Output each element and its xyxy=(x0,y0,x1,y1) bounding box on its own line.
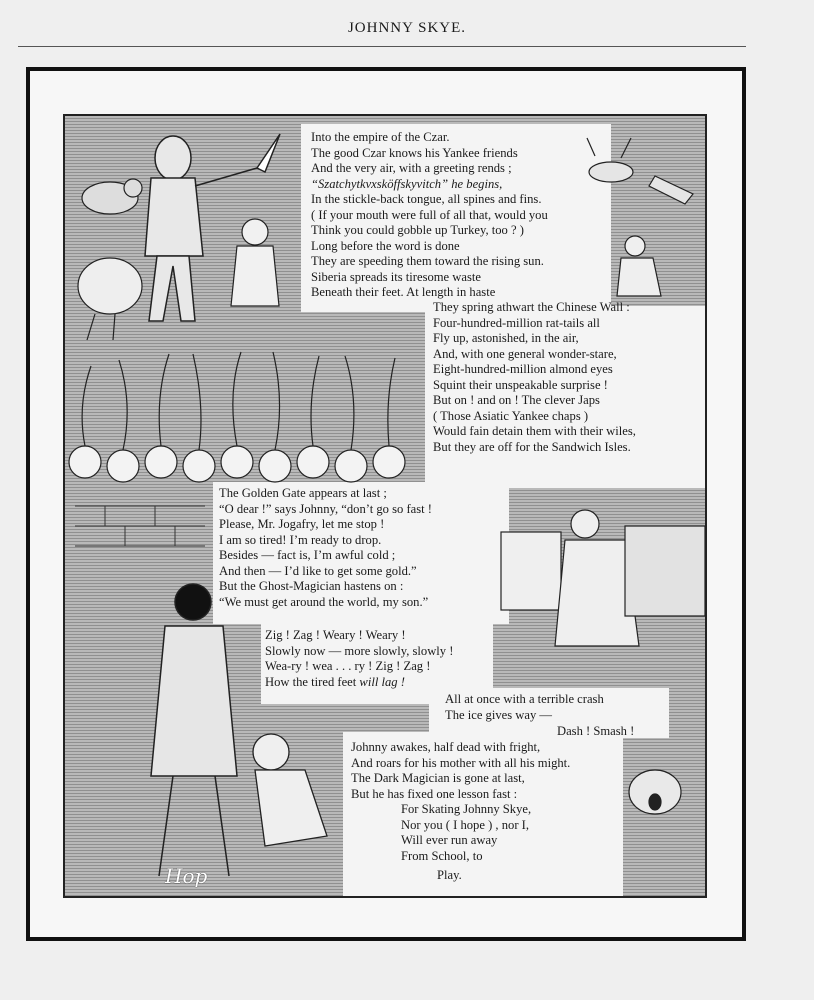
verse-line: Eight-hundred-million almond eyes xyxy=(433,362,613,376)
verse-line: Squint their unspeakable surprise ! xyxy=(433,377,608,392)
verse-line: Think you could gobble up Turkey, too ? ) xyxy=(311,223,524,237)
artist-signature: Hop xyxy=(165,864,208,888)
crash-line xyxy=(557,724,634,740)
reindeer-sled xyxy=(587,138,693,204)
verse-line: I am so tired! I’m ready to drop. xyxy=(219,532,382,547)
bear-figure xyxy=(82,179,142,214)
final-word xyxy=(437,868,462,884)
verse-line: Into the empire of the Czar. xyxy=(311,130,450,144)
verse-line: Nor you ( I hope ) , nor I, xyxy=(401,817,530,832)
skier-figure xyxy=(617,236,661,296)
verse-line: For Skating Johnny Skye, xyxy=(401,802,532,816)
verse-line: “O dear !” says Johnny, “don’t go so fast ! xyxy=(219,501,432,516)
johnny-figure xyxy=(253,734,327,846)
page-frame xyxy=(26,67,746,941)
verse-line: “Szatchytkvxsköffskyvitch” he begins, xyxy=(311,176,503,191)
verse-line: Johnny awakes, half dead with fright, xyxy=(351,740,541,754)
verse-line: And then — I’d like to get some gold.” xyxy=(219,563,417,578)
verse-line: Beneath their feet. At length in haste xyxy=(311,285,496,299)
japanese-figure xyxy=(501,510,705,646)
verse-line: But they are off for the Sandwich Isles. xyxy=(433,439,631,454)
verse-line: Would fain detain them with their wiles, xyxy=(433,424,636,438)
verse-part-6 xyxy=(351,740,570,802)
verse-line: In the stickle-back tongue, all spines and fins. xyxy=(311,192,542,206)
verse-line: But on ! and on ! The clever Japs xyxy=(433,393,600,407)
verse-line: The good Czar knows his Yankee friends xyxy=(311,145,518,160)
verse-line: The Dark Magician is gone at last, xyxy=(351,771,525,785)
chinese-wall xyxy=(75,506,205,546)
verse-part-2 xyxy=(433,300,636,455)
verse-line: From School, to xyxy=(401,848,483,863)
screaming-johnny xyxy=(629,770,681,814)
verse-line: ( Those Asiatic Yankee chaps ) xyxy=(433,408,589,423)
verse-line: And roars for his mother with all his might. xyxy=(351,755,571,770)
verse-line: But the Ghost-Magician hastens on : xyxy=(219,579,404,593)
verse-line: Dash ! Smash ! xyxy=(557,724,635,738)
verse-line xyxy=(265,675,453,691)
verse-line: Please, Mr. Jogafry, let me stop ! xyxy=(219,517,385,531)
verse-line: They are speeding them toward the rising sun. xyxy=(311,254,544,268)
illustration-panel xyxy=(63,114,707,898)
verse-part-1 xyxy=(311,130,548,301)
verse-line-plain: How the tired feet xyxy=(265,674,360,689)
verse-part-4 xyxy=(265,628,453,690)
verse-line: And, with one general wonder-stare, xyxy=(433,346,617,361)
verse-line: “We must get around the world, my son.” xyxy=(219,594,429,609)
verse-line: The Golden Gate appears at last ; xyxy=(219,486,387,500)
verse-line: Play. xyxy=(437,868,462,882)
verse-line: Wea-ry ! wea . . . ry ! Zig ! Zag ! xyxy=(265,659,431,673)
verse-line: Fly up, astonished, in the air, xyxy=(433,331,579,345)
verse-line: Zig ! Zag ! Weary ! Weary ! xyxy=(265,628,406,642)
verse-part-3 xyxy=(219,486,432,610)
verse-line: Slowly now — more slowly, slowly ! xyxy=(265,643,454,658)
header-rule xyxy=(18,46,746,47)
verse-line-italic: will lag ! xyxy=(359,674,405,689)
verse-line: And the very air, with a greeting rends ; xyxy=(311,161,512,175)
verse-line: Siberia spreads its tiresome waste xyxy=(311,269,481,284)
verse-line: Will ever run away xyxy=(401,833,498,847)
verse-part-5 xyxy=(445,692,604,723)
turkey-figure xyxy=(78,258,142,340)
verse-line: ( If your mouth were full of all that, would you xyxy=(311,207,548,222)
verse-line: They spring athwart the Chinese Wall : xyxy=(433,300,630,314)
verse-line: Long before the word is done xyxy=(311,238,460,253)
ghost-magician xyxy=(151,584,237,876)
verse-line: But he has fixed one lesson fast : xyxy=(351,786,518,801)
verse-line: Besides — fact is, I’m awful cold ; xyxy=(219,548,396,562)
verse-part-7 xyxy=(401,802,531,864)
chinese-heads-row xyxy=(69,352,405,482)
verse-line: The ice gives way — xyxy=(445,707,553,722)
verse-line: Four-hundred-million rat-tails all xyxy=(433,315,600,330)
running-head: JOHNNY SKYE. xyxy=(347,20,467,36)
verse-line: All at once with a terrible crash xyxy=(445,692,604,706)
old-woman-figure xyxy=(231,219,279,306)
